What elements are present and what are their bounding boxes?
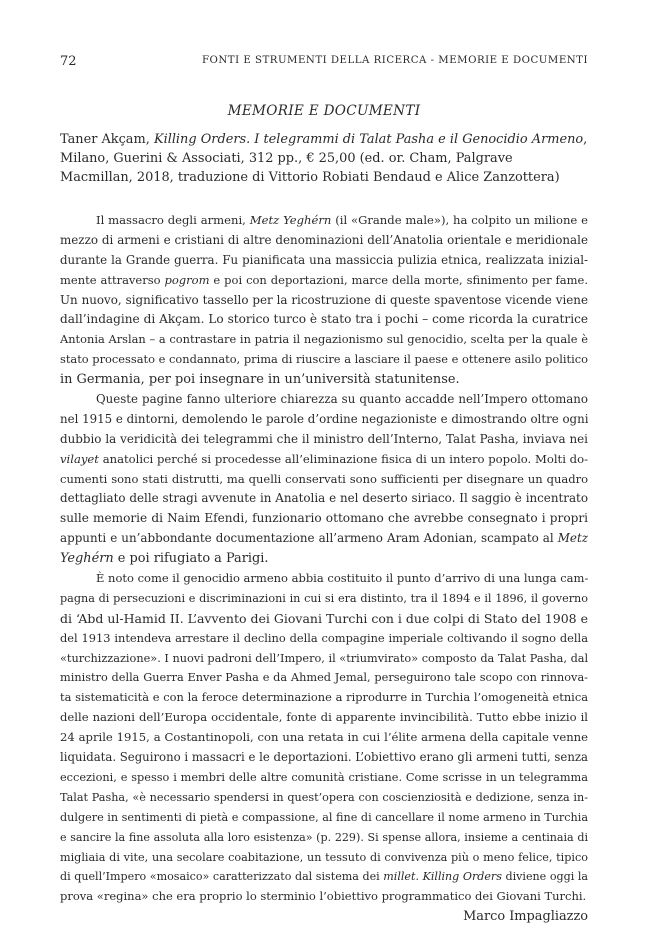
text-span: Un nuovo, significativo tassello per la ricostruzione di queste spaventose vicende viene: [60, 292, 588, 307]
text-line: [60, 251, 588, 271]
text-span: appunti e un’abbondante documentazione all’armeno Aram Adonian, scampato al: [60, 531, 558, 546]
text-line: [60, 310, 588, 330]
review-body: [60, 211, 588, 927]
text-span: (il «Grande male»), ha colpito un milione e: [331, 213, 588, 227]
book-citation: [60, 130, 588, 188]
text-span: Queste pagine fanno ulteriore chiarezza su quanto accadde nell’Impero ottomano: [96, 392, 588, 407]
text-line: [60, 231, 588, 251]
text-span: dall’indagine di Akçam. Lo storico turco è stato tra i pochi – come ricorda la curatrice: [60, 312, 588, 327]
text-span: Talat Pasha, «è necessario spendersi in quest’opera con coscienziosità e dedizione, senza in-: [60, 790, 588, 804]
text-line: [60, 489, 588, 509]
text-span: migliaia di vite, una secolare coabitazione, un tessuto di convivenza più o meno felice, tipico: [60, 850, 588, 864]
text-span: ta sistematicità e con la feroce determinazione a riprodurre in Turchia l’omogeneità etnica: [60, 690, 588, 705]
italic-span: vilayet: [60, 451, 99, 466]
text-span: di ‘Abd ul-Hamid II. L’avvento dei Giovani Turchi con i due colpi di Stato del 1908 e: [60, 610, 588, 626]
text-span: e poi con deportazioni, marce della morte, sfinimento per fame.: [209, 272, 588, 287]
text-line: [60, 291, 588, 311]
text-span: e poi rifugiato a Parigi.: [113, 551, 269, 567]
text-span: 24 aprile 1915, a Costantinopoli, con una retata in cui l’élite armena della capitale venne: [60, 730, 588, 745]
text-span: «turchizzazione». I nuovi padroni dell’Impero, il «triumvirato» composto da Talat Pasha, dal: [60, 651, 588, 665]
text-line: [60, 848, 588, 868]
text-line: [60, 271, 588, 291]
citation-author: Taner Akçam,: [60, 132, 150, 147]
text-line: [60, 529, 588, 549]
text-span: dulgere in sentimenti di pietà e compassione, al fine di cancellare il nome armeno in Turchia: [60, 810, 588, 824]
text-line: [60, 470, 588, 490]
text-line: [60, 748, 588, 768]
text-span: liquidata. Seguirono i massacri e le deportazioni. L’obiettivo erano gli armeni tutti, senza: [60, 750, 588, 765]
text-line: [60, 649, 588, 669]
text-line: [60, 509, 588, 529]
text-span: Il massacro degli armeni,: [96, 213, 250, 227]
text-span: di quell’Impero «mosaico» caratterizzato dal sistema dei: [60, 870, 384, 884]
text-span: nel 1915 e dintorni, demolendo le parole d’ordine negazioniste e dimostrando oltre ogni: [60, 411, 588, 426]
italic-span: Yeghérn: [60, 551, 114, 567]
italic-span: millet: [383, 870, 416, 884]
text-span: dubbio la veridicità dei telegrammi che il ministro dell’Interno, Talat Pasha, inviava nei: [60, 431, 588, 446]
text-span: cumenti sono stati distrutti, ma quelli conservati sono sufficienti per disegnare un quadro: [60, 471, 588, 486]
text-line: [60, 808, 588, 828]
text-line: [60, 867, 588, 887]
text-span: del 1913 intendeva arrestare il declino della compagine imperiale coltivando il sogno della: [60, 630, 588, 645]
citation-book-title: Killing Orders. I telegrammi di Talat Pasha e il Genocidio Armeno: [153, 132, 584, 147]
text-span: durante la Grande guerra. Fu pianificata una massiccia pulizia etnica, realizzata inizial-: [60, 252, 588, 267]
text-line: [60, 350, 588, 370]
italic-span: Metz: [557, 531, 588, 546]
text-line: [60, 629, 588, 649]
text-span: prova «regina» che era proprio lo sterminio l’obiettivo programmatico dei Giovani Turchi.: [60, 889, 587, 904]
italic-span: Killing Orders: [422, 870, 502, 884]
running-header: [60, 54, 588, 72]
text-line: [60, 589, 588, 609]
citation-publication: , Milano, Guerini & Associati, 312 pp., € 25,00 (ed. or. Cham, Palgrave Macmillan, 2018, traduzione di Vittorio Robiati Bendaud e Alice Zanzottera): [60, 132, 588, 186]
text-span: delle nazioni dell’Europa occidentale, fonte di apparente invincibilità. Tutto ebbe inizio il: [60, 710, 588, 725]
text-line: [60, 688, 588, 708]
italic-span: Metz Yeghérn: [249, 213, 332, 227]
text-span: diviene oggi la: [501, 870, 588, 884]
text-line: [60, 728, 588, 748]
italic-span: pogrom: [164, 272, 210, 287]
text-span: .: [415, 870, 423, 884]
text-span: È noto come il genocidio armeno abbia costituito il punto d’arrivo di una lunga cam-: [96, 571, 588, 586]
text-line: [60, 668, 588, 688]
text-line: [60, 708, 588, 728]
text-span: e sancire la fine assoluta alla loro esistenza» (p. 229). Si spense allora, insieme a centinaia di: [60, 830, 588, 844]
running-title: FONTI E STRUMENTI DELLA RICERCA - MEMORIE E DOCUMENTI: [201, 55, 588, 66]
text-line: [60, 788, 588, 808]
text-line: [60, 828, 588, 848]
text-span: mente attraverso: [60, 272, 165, 287]
text-line: [60, 609, 588, 629]
text-span: stato processato e condannato, prima di riuscire a lasciare il paese e ottenere asilo politico: [60, 352, 588, 367]
author-signature: Marco Impagliazzo: [463, 909, 588, 925]
text-span: ministro della Guerra Enver Pasha e da Ahmed Jemal, perseguirono tale scopo con rinnova-: [60, 671, 588, 685]
text-line: [60, 430, 588, 450]
text-line: [60, 410, 588, 430]
page-number: 72: [60, 54, 77, 69]
text-span: anatolici perché si procedesse all’eliminazione fisica di un intero popolo. Molti do-: [98, 451, 588, 466]
text-line: [60, 330, 588, 350]
text-line: [60, 569, 588, 589]
text-span: Antonia Arslan – a contrastare in patria il negazionismo sul genocidio, scelta per la quale è: [60, 332, 588, 347]
text-line: [60, 768, 588, 788]
text-line: [60, 450, 588, 470]
text-span: dettagliato delle stragi avvenute in Anatolia e nel deserto siriaco. Il saggio è incentrato: [60, 491, 588, 506]
text-span: in Germania, per poi insegnare in un’università statunitense.: [60, 372, 460, 388]
text-line: [60, 211, 588, 231]
section-title: MEMORIE E DOCUMENTI: [227, 103, 421, 119]
text-line: [60, 549, 588, 569]
text-span: mezzo di armeni e cristiani di altre denominazioni dell’Anatolia orientale e meridionale: [60, 232, 588, 247]
text-line: [60, 370, 588, 390]
text-span: pagna di persecuzioni e discriminazioni in cui si era distinto, tra il 1894 e il 1896, il governo: [60, 591, 588, 605]
text-span: sulle memorie di Naim Efendi, funzionario ottomano che avrebbe consegnato i propri: [60, 511, 588, 526]
text-span: eccezioni, e spesso i membri delle altre comunità cristiane. Come scrisse in un telegramma: [60, 770, 588, 784]
text-line: [60, 887, 588, 907]
text-line: [60, 390, 588, 410]
